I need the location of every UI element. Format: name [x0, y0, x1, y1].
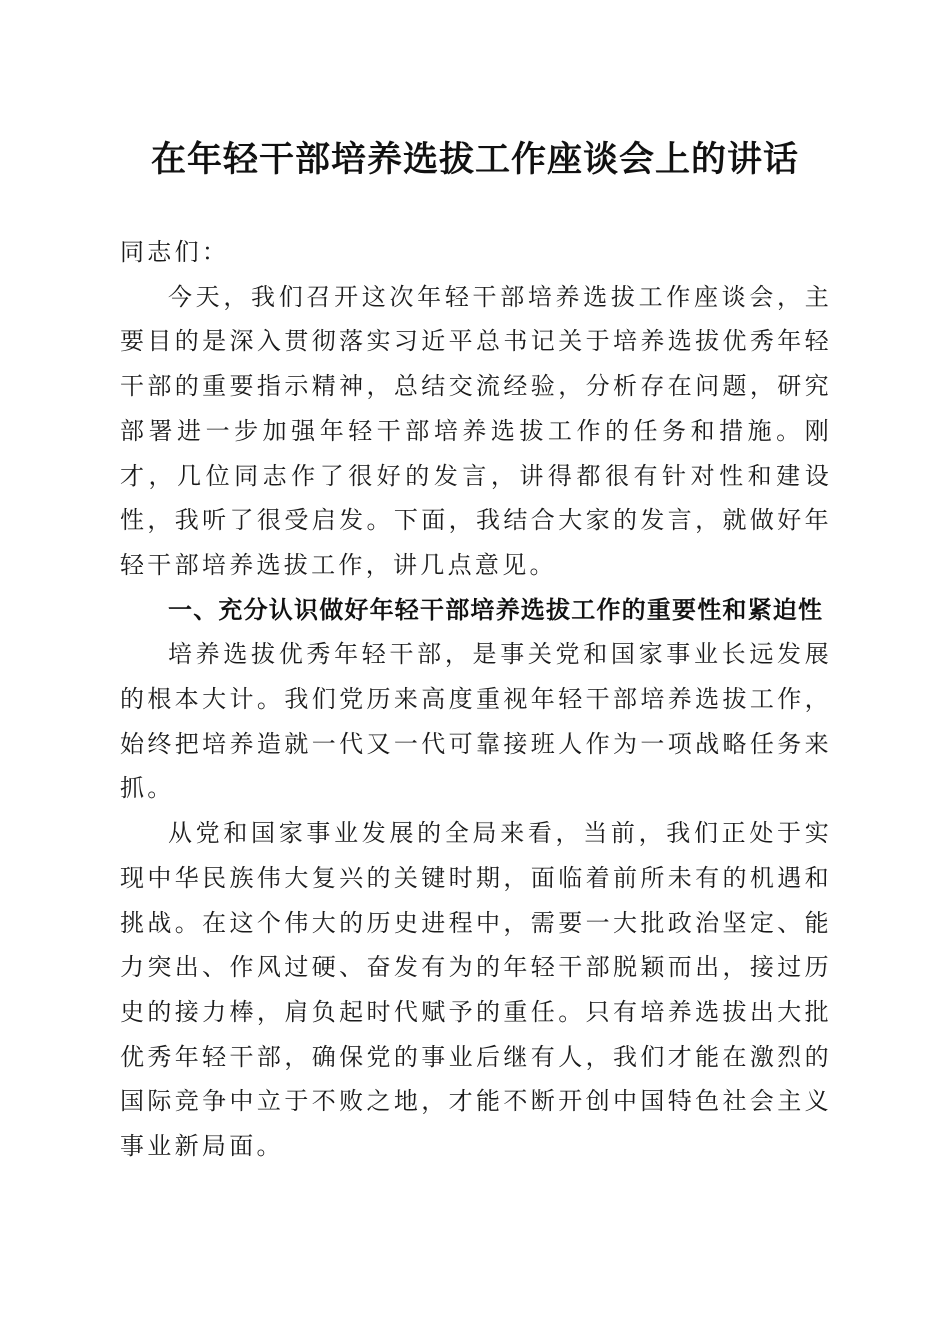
opening-paragraph: 今天，我们召开这次年轻干部培养选拔工作座谈会，主要目的是深入贯彻落实习近平总书记关于培养选拔优秀年轻干部的重要指示精神，总结交流经验，分析存在问题，研究部署进一步加强年轻干部培养选拔工作的任务和措施。刚才，几位同志作了很好的发言，讲得都很有针对性和建设性，我听了很受启发。下面，我结合大家的发言，就做好年轻干部培养选拔工作，讲几点意见。: [120, 282, 832, 579]
document-body: [120, 230, 832, 1169]
section-paragraph-2: 从党和国家事业发展的全局来看，当前，我们正处于实现中华民族伟大复兴的关键时期，面临着前所未有的机遇和挑战。在这个伟大的历史进程中，需要一大批政治坚定、能力突出、作风过硬、奋发有为的年轻干部脱颖而出，接过历史的接力棒，肩负起时代赋予的重任。只有培养选拔出大批优秀年轻干部，确保党的事业后继有人，我们才能在激烈的国际竞争中立于不败之地，才能不断开创中国特色社会主义事业新局面。: [120, 819, 832, 1161]
salutation: 同志们：: [120, 238, 230, 266]
section-paragraph-1: 培养选拔优秀年轻干部，是事关党和国家事业长远发展的根本大计。我们党历来高度重视年轻干部培养选拔工作，始终把培养造就一代又一代可靠接班人作为一项战略任务来抓。: [120, 640, 832, 803]
document-title: 在年轻干部培养选拔工作座谈会上的讲话: [150, 139, 799, 180]
section-heading: 一、充分认识做好年轻干部培养选拔工作的重要性和紧迫性: [168, 595, 824, 624]
